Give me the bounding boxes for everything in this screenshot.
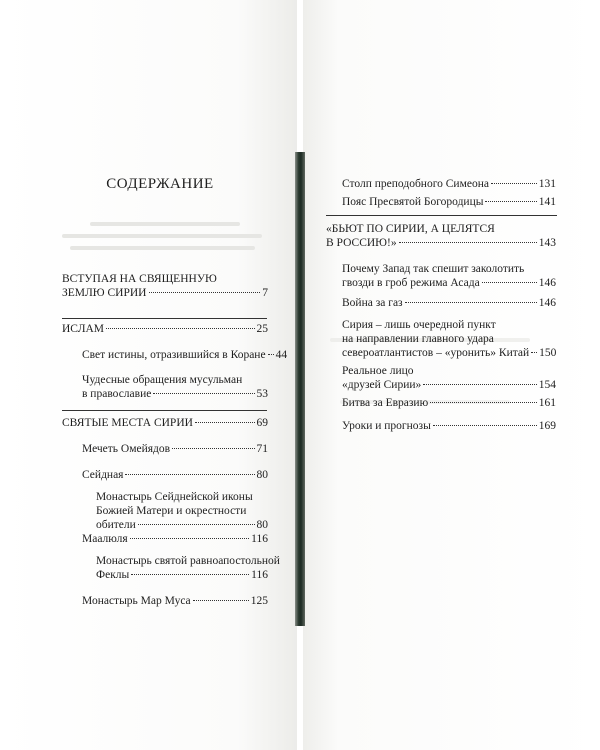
toc-page-number: 143 bbox=[538, 237, 556, 249]
section-divider bbox=[62, 410, 267, 411]
toc-entry-title: «друзей Сирии» bbox=[342, 379, 422, 391]
toc-entry-title: В РОССИЮ!» bbox=[326, 237, 397, 249]
toc-entry-title: Уроки и прогнозы bbox=[342, 420, 431, 432]
toc-page-number: 116 bbox=[251, 533, 268, 545]
toc-page-number: 161 bbox=[538, 397, 556, 409]
toc-page-number: 25 bbox=[256, 323, 268, 335]
toc-page-number: 7 bbox=[262, 287, 268, 299]
dot-leader bbox=[138, 524, 255, 525]
dot-leader bbox=[430, 402, 537, 403]
dot-leader bbox=[399, 242, 537, 243]
section-divider bbox=[62, 318, 267, 319]
dot-leader bbox=[172, 448, 254, 449]
toc-entry-title: Битва за Евразию bbox=[342, 397, 429, 409]
dot-leader bbox=[485, 201, 536, 202]
dot-leader bbox=[131, 574, 249, 575]
dot-leader bbox=[106, 328, 254, 329]
toc-page-number: 125 bbox=[250, 595, 268, 607]
toc-entry-title: Пояс Пресвятой Богородицы bbox=[342, 196, 484, 208]
book-gutter bbox=[295, 152, 305, 626]
toc-entry bbox=[82, 594, 268, 608]
toc-entry bbox=[82, 532, 268, 546]
show-through bbox=[90, 222, 240, 226]
toc-entry bbox=[342, 262, 556, 290]
toc-entry-title: Маалюля bbox=[82, 533, 128, 545]
dot-leader bbox=[433, 425, 537, 426]
toc-entry-title: ЗЕМЛЮ СИРИИ bbox=[62, 287, 147, 299]
toc-entry-title: Реальное лицо bbox=[342, 365, 414, 377]
toc-page-number: 71 bbox=[256, 443, 268, 455]
toc-page-number: 141 bbox=[538, 196, 556, 208]
toc-entry bbox=[326, 222, 556, 250]
toc-page-number: 80 bbox=[256, 469, 268, 481]
show-through bbox=[70, 246, 255, 250]
dot-leader bbox=[193, 600, 249, 601]
toc-entry bbox=[342, 419, 556, 433]
toc-entry bbox=[62, 322, 268, 336]
dot-leader bbox=[149, 292, 261, 293]
toc-entry bbox=[82, 442, 268, 456]
toc-entry-title: Феклы bbox=[96, 569, 130, 581]
toc-page-number: 69 bbox=[256, 417, 268, 429]
dot-leader bbox=[130, 538, 250, 539]
toc-entry-title: Мечеть Омейядов bbox=[82, 443, 171, 455]
toc-entry bbox=[96, 490, 268, 532]
toc-entry bbox=[82, 348, 288, 362]
toc-entry bbox=[342, 195, 556, 209]
toc-entry-title: Монастырь Мар Муса bbox=[82, 595, 191, 607]
show-through bbox=[62, 234, 262, 238]
toc-entry-title: Война за газ bbox=[342, 297, 403, 309]
toc-entry-title: Сейдная bbox=[82, 469, 124, 481]
toc-entry bbox=[342, 296, 556, 310]
dot-leader bbox=[195, 422, 255, 423]
dot-leader bbox=[153, 393, 254, 394]
toc-entry-title: Монастырь святой равноапостольной bbox=[96, 555, 280, 567]
toc-entry-title: Свет истины, отразившийся в Коране bbox=[82, 349, 266, 361]
dot-leader bbox=[482, 282, 537, 283]
dot-leader bbox=[491, 183, 537, 184]
toc-entry bbox=[82, 373, 268, 401]
dot-leader bbox=[405, 302, 537, 303]
toc-page-number: 169 bbox=[538, 420, 556, 432]
toc-entry bbox=[342, 396, 556, 410]
toc-entry-title: ВСТУПАЯ НА СВЯЩЕННУЮ bbox=[62, 273, 217, 285]
dot-leader bbox=[125, 474, 254, 475]
toc-entry-title: на направлении главного удара bbox=[342, 333, 494, 345]
toc-page-number: 146 bbox=[538, 297, 556, 309]
toc-entry bbox=[342, 177, 556, 191]
toc-entry bbox=[62, 416, 268, 430]
section-divider bbox=[326, 215, 557, 216]
toc-entry bbox=[342, 364, 556, 392]
toc-entry-title: СВЯТЫЕ МЕСТА СИРИИ bbox=[62, 417, 193, 429]
toc-entry bbox=[342, 318, 556, 360]
toc-page-number: 150 bbox=[539, 347, 557, 359]
dot-leader bbox=[268, 354, 274, 355]
toc-entry-title: в православие bbox=[82, 388, 152, 400]
toc-entry-title: Чудесные обращения мусульман bbox=[82, 374, 243, 386]
toc-entry-title: Божией Матери и окрестности bbox=[96, 505, 247, 517]
toc-entry-title: североатлантистов – «уронить» Китай bbox=[342, 347, 530, 359]
toc-page-number: 116 bbox=[251, 569, 268, 581]
contents-title: СОДЕРЖАНИЕ bbox=[106, 176, 214, 192]
toc-page-number: 154 bbox=[538, 379, 556, 391]
toc-entry-title: Сирия – лишь очередной пункт bbox=[342, 319, 496, 331]
toc-page-number: 53 bbox=[256, 388, 268, 400]
toc-entry-title: обители bbox=[96, 519, 136, 531]
toc-entry bbox=[82, 468, 268, 482]
toc-entry-title: ИСЛАМ bbox=[62, 323, 105, 335]
dot-leader bbox=[531, 352, 537, 353]
toc-entry bbox=[62, 272, 268, 300]
toc-page-number: 80 bbox=[256, 519, 268, 531]
toc-entry-title: Монастырь Сейднейской иконы bbox=[96, 491, 253, 503]
toc-entry-title: Столп преподобного Симеона bbox=[342, 178, 489, 190]
toc-page-number: 131 bbox=[538, 178, 556, 190]
toc-page-number: 44 bbox=[275, 349, 288, 361]
toc-page-number: 146 bbox=[538, 277, 556, 289]
toc-entry bbox=[96, 554, 280, 582]
toc-entry-title: гвозди в гроб режима Асада bbox=[342, 277, 480, 289]
toc-entry-title: «БЬЮТ ПО СИРИИ, А ЦЕЛЯТСЯ bbox=[326, 223, 495, 235]
toc-entry-title: Почему Запад так спешит заколотить bbox=[342, 263, 525, 275]
dot-leader bbox=[423, 384, 536, 385]
